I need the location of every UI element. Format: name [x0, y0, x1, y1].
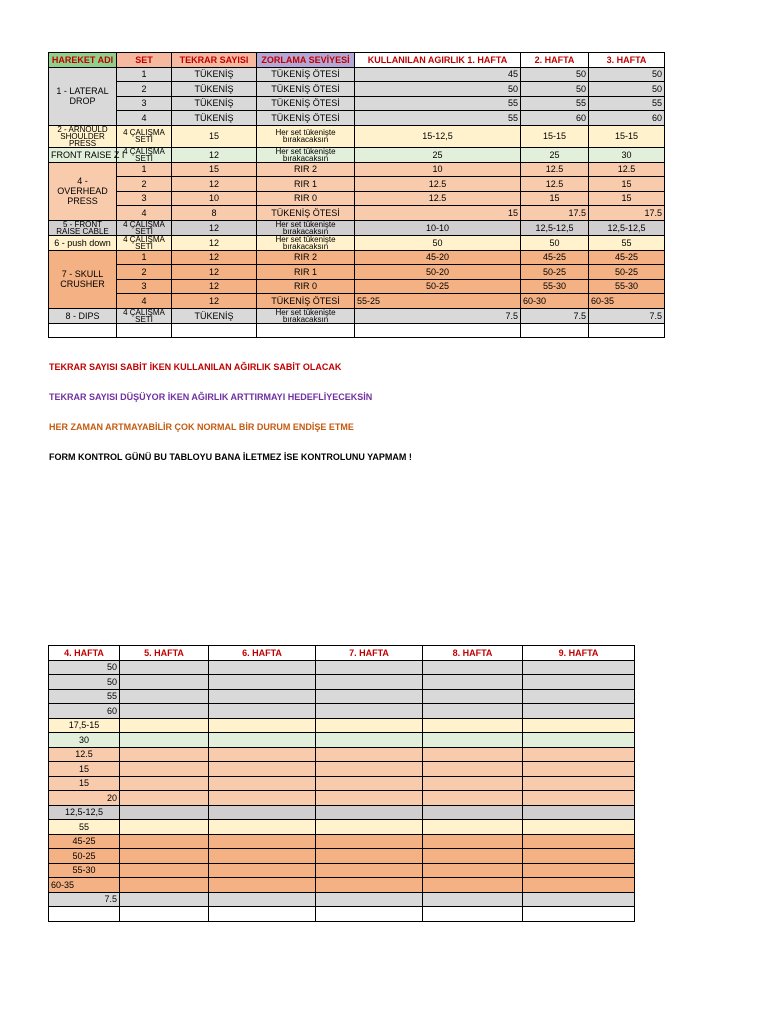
empty-cell	[209, 733, 316, 748]
exercise-name-skull-crusher: 7 - SKULL CRUSHER	[49, 250, 117, 308]
table-row	[49, 265, 665, 280]
week3-cell: 60-35	[589, 294, 665, 309]
note-dont-worry: HER ZAMAN ARTMAYABİLİR ÇOK NORMAL BİR DURUM ENDİŞE ETME	[49, 422, 354, 432]
empty-cell	[209, 718, 316, 733]
col-header-week4: 4. HAFTA	[49, 646, 120, 661]
week1-cell: 45-20	[355, 250, 521, 265]
empty-cell	[521, 323, 589, 338]
empty-cell	[316, 776, 423, 791]
intensity-cell: TÜKENİŞ ÖTESİ	[257, 82, 355, 97]
empty-cell	[120, 776, 209, 791]
empty-cell	[120, 675, 209, 690]
empty-cell	[423, 805, 523, 820]
exercise-name-front-raise-cable: 5 - FRONT RAISE CABLE	[49, 220, 117, 235]
week4-cell: 12,5-12,5	[49, 805, 120, 820]
empty-cell	[523, 849, 635, 864]
table-row	[49, 235, 665, 250]
empty-cell	[209, 820, 316, 835]
empty-cell	[523, 660, 635, 675]
table-row	[49, 294, 665, 309]
reps-cell: TÜKENİŞ	[172, 111, 257, 126]
empty-cell	[423, 747, 523, 762]
empty-cell	[316, 907, 423, 922]
week4-cell: 12.5	[49, 747, 120, 762]
reps-cell: 12	[172, 147, 257, 162]
intensity-cell: RIR 0	[257, 191, 355, 206]
empty-cell	[523, 718, 635, 733]
empty-cell	[209, 660, 316, 675]
empty-cell	[316, 820, 423, 835]
empty-cell	[423, 733, 523, 748]
empty-cell	[523, 892, 635, 907]
table-row	[49, 863, 635, 878]
set-cell: 2	[117, 265, 172, 280]
table-row	[49, 776, 635, 791]
workout-table-weeks-1-3	[48, 52, 665, 338]
intensity-cell: Her set tükenişte bırakacaksın	[257, 308, 355, 323]
week3-cell: 7.5	[589, 308, 665, 323]
week2-cell: 50-25	[521, 265, 589, 280]
table-row	[49, 805, 635, 820]
table-row	[49, 791, 635, 806]
set-cell: 1	[117, 162, 172, 177]
empty-cell	[423, 704, 523, 719]
week2-cell: 50	[521, 82, 589, 97]
intensity-cell: RIR 2	[257, 250, 355, 265]
empty-cell	[117, 323, 172, 338]
table-row	[49, 747, 635, 762]
week1-cell: 45	[355, 67, 521, 82]
empty-cell	[316, 747, 423, 762]
table-row	[49, 820, 635, 835]
empty-cell	[523, 834, 635, 849]
table-row	[49, 675, 635, 690]
week1-cell: 15	[355, 206, 521, 221]
week1-cell: 7.5	[355, 308, 521, 323]
week3-cell: 55	[589, 235, 665, 250]
week1-cell: 55	[355, 96, 521, 111]
empty-cell	[316, 834, 423, 849]
week2-cell: 55-30	[521, 279, 589, 294]
intensity-cell: RIR 0	[257, 279, 355, 294]
week4-cell: 60	[49, 704, 120, 719]
empty-cell	[209, 791, 316, 806]
reps-cell: TÜKENİŞ	[172, 67, 257, 82]
week1-cell: 50	[355, 235, 521, 250]
table-row	[49, 308, 665, 323]
col-header-week6: 6. HAFTA	[209, 646, 316, 661]
intensity-cell: Her set tükenişte bırakacaksın	[257, 147, 355, 162]
week3-cell: 60	[589, 111, 665, 126]
week4-cell: 60-35	[49, 878, 120, 893]
set-cell: 3	[117, 96, 172, 111]
empty-cell	[423, 834, 523, 849]
empty-cell	[209, 892, 316, 907]
reps-cell: 12	[172, 265, 257, 280]
empty-cell	[209, 689, 316, 704]
intensity-cell: TÜKENİŞ ÖTESİ	[257, 294, 355, 309]
exercise-name-lateral-drop: 1 - LATERAL DROP	[49, 67, 117, 125]
reps-cell: 15	[172, 125, 257, 147]
week1-cell: 10-10	[355, 220, 521, 235]
set-cell: 4 ÇALIŞMA SETİ	[117, 308, 172, 323]
empty-cell	[209, 863, 316, 878]
empty-cell	[120, 704, 209, 719]
empty-cell	[120, 791, 209, 806]
set-cell: 4 ÇALIŞMA SETİ	[117, 235, 172, 250]
note-constant-weight: TEKRAR SAYISI SABİT İKEN KULLANILAN AĞIRLIK SABİT OLACAK	[49, 362, 342, 372]
reps-cell: 12	[172, 279, 257, 294]
week2-cell: 12.5	[521, 162, 589, 177]
week1-cell: 50	[355, 82, 521, 97]
week4-cell: 55	[49, 689, 120, 704]
reps-cell: 12	[172, 235, 257, 250]
intensity-cell: Her set tükenişte bırakacaksın	[257, 235, 355, 250]
empty-cell	[523, 805, 635, 820]
empty-cell	[523, 820, 635, 835]
week4-cell: 15	[49, 776, 120, 791]
empty-cell	[120, 660, 209, 675]
week3-cell: 55-30	[589, 279, 665, 294]
week4-cell: 55-30	[49, 863, 120, 878]
empty-cell	[316, 718, 423, 733]
week2-cell: 12,5-12,5	[521, 220, 589, 235]
empty-cell	[209, 878, 316, 893]
table-row	[49, 892, 635, 907]
empty-cell	[423, 863, 523, 878]
empty-cell	[316, 863, 423, 878]
empty-cell	[523, 762, 635, 777]
empty-cell	[120, 834, 209, 849]
week1-cell: 15-12,5	[355, 125, 521, 147]
table-row	[49, 96, 665, 111]
empty-cell	[120, 805, 209, 820]
empty-cell	[423, 762, 523, 777]
intensity-cell: Her set tükenişte bırakacaksın	[257, 125, 355, 147]
empty-cell	[120, 892, 209, 907]
empty-cell	[423, 776, 523, 791]
week3-cell: 12,5-12,5	[589, 220, 665, 235]
empty-cell	[423, 675, 523, 690]
col-header-week9: 9. HAFTA	[523, 646, 635, 661]
empty-cell	[316, 689, 423, 704]
week3-cell: 50	[589, 82, 665, 97]
empty-cell	[49, 323, 117, 338]
table-row	[49, 125, 665, 147]
week3-cell: 12.5	[589, 162, 665, 177]
empty-cell	[120, 689, 209, 704]
week4-cell: 50	[49, 660, 120, 675]
empty-cell	[316, 733, 423, 748]
empty-cell	[523, 675, 635, 690]
exercise-name-overhead-press: 4 - OVERHEAD PRESS	[49, 162, 117, 220]
table-row	[49, 206, 665, 221]
table-row	[49, 718, 635, 733]
week2-cell: 15-15	[521, 125, 589, 147]
table-row	[49, 733, 635, 748]
empty-cell	[120, 718, 209, 733]
week2-cell: 50	[521, 67, 589, 82]
intensity-cell: TÜKENİŞ ÖTESİ	[257, 111, 355, 126]
empty-cell	[316, 675, 423, 690]
empty-cell	[120, 907, 209, 922]
empty-cell	[316, 892, 423, 907]
empty-cell	[523, 704, 635, 719]
table-row	[49, 762, 635, 777]
week3-cell: 45-25	[589, 250, 665, 265]
set-cell: 2	[117, 82, 172, 97]
empty-cell	[172, 323, 257, 338]
intensity-cell: RIR 2	[257, 162, 355, 177]
empty-cell	[120, 849, 209, 864]
week2-cell: 17.5	[521, 206, 589, 221]
empty-cell	[209, 776, 316, 791]
empty-cell	[316, 660, 423, 675]
col-header-week1: KULLANILAN AGIRLIK 1. HAFTA	[355, 53, 521, 68]
set-cell: 4 ÇALIŞMA SETİ	[117, 220, 172, 235]
col-header-week7: 7. HAFTA	[316, 646, 423, 661]
intensity-cell: TÜKENİŞ ÖTESİ	[257, 96, 355, 111]
reps-cell: 10	[172, 191, 257, 206]
week4-cell: 50-25	[49, 849, 120, 864]
week3-cell: 50-25	[589, 265, 665, 280]
week1-cell: 12.5	[355, 177, 521, 192]
col-header-set: SET	[117, 53, 172, 68]
week1-cell: 55-25	[355, 294, 521, 309]
week3-cell: 15	[589, 191, 665, 206]
week2-cell: 60	[521, 111, 589, 126]
empty-cell	[316, 762, 423, 777]
workout-table-weeks-4-9	[48, 645, 635, 922]
empty-cell	[209, 849, 316, 864]
col-header-exercise: HAREKET ADI	[49, 53, 117, 68]
exercise-name-arnould-press: 2 - ARNOULD SHOULDER PRESS	[49, 125, 117, 147]
week2-cell: 12.5	[521, 177, 589, 192]
set-cell: 3	[117, 279, 172, 294]
week1-cell: 10	[355, 162, 521, 177]
empty-cell	[423, 660, 523, 675]
week1-cell: 25	[355, 147, 521, 162]
week2-cell: 25	[521, 147, 589, 162]
week1-cell: 50-20	[355, 265, 521, 280]
set-cell: 4 ÇALIŞMA SETİ	[117, 147, 172, 162]
reps-cell: 12	[172, 177, 257, 192]
empty-cell	[423, 892, 523, 907]
empty-cell	[120, 733, 209, 748]
week2-cell: 7.5	[521, 308, 589, 323]
table-row	[49, 907, 635, 922]
set-cell: 4 ÇALIŞMA SETİ	[117, 125, 172, 147]
table-row	[49, 689, 635, 704]
empty-cell	[423, 849, 523, 864]
week4-cell: 17,5-15	[49, 718, 120, 733]
exercise-name-front-raise-z: FRONT RAISE Z I	[49, 147, 117, 162]
empty-cell	[523, 878, 635, 893]
reps-cell: TÜKENİŞ	[172, 96, 257, 111]
reps-cell: 12	[172, 250, 257, 265]
col-header-week3: 3. HAFTA	[589, 53, 665, 68]
week1-cell: 12.5	[355, 191, 521, 206]
week3-cell: 55	[589, 96, 665, 111]
empty-cell	[423, 791, 523, 806]
empty-cell	[523, 776, 635, 791]
week2-cell: 45-25	[521, 250, 589, 265]
col-header-week2: 2. HAFTA	[521, 53, 589, 68]
week2-cell: 15	[521, 191, 589, 206]
empty-cell	[209, 747, 316, 762]
table-row	[49, 704, 635, 719]
week4-cell	[49, 907, 120, 922]
empty-cell	[523, 907, 635, 922]
col-header-week5: 5. HAFTA	[120, 646, 209, 661]
week2-cell: 50	[521, 235, 589, 250]
empty-cell	[523, 689, 635, 704]
empty-cell	[209, 834, 316, 849]
empty-cell	[120, 762, 209, 777]
empty-cell	[209, 805, 316, 820]
exercise-name-push-down: 6 - push down	[49, 235, 117, 250]
table-row	[49, 250, 665, 265]
empty-cell	[120, 747, 209, 762]
empty-cell	[523, 863, 635, 878]
table1-header-row	[49, 53, 665, 68]
reps-cell: 8	[172, 206, 257, 221]
week3-cell: 50	[589, 67, 665, 82]
week2-cell: 60-30	[521, 294, 589, 309]
empty-cell	[423, 907, 523, 922]
col-header-intensity: ZORLAMA SEVİYESİ	[257, 53, 355, 68]
empty-cell	[523, 733, 635, 748]
week4-cell: 55	[49, 820, 120, 835]
empty-cell	[316, 849, 423, 864]
empty-cell	[209, 762, 316, 777]
empty-cell	[120, 863, 209, 878]
exercise-name-dips: 8 - DIPS	[49, 308, 117, 323]
week4-cell: 7.5	[49, 892, 120, 907]
intensity-cell: Her set tükenişte bırakacaksın	[257, 220, 355, 235]
empty-cell	[523, 791, 635, 806]
reps-cell: TÜKENİŞ	[172, 82, 257, 97]
table-row	[49, 849, 635, 864]
table-row	[49, 834, 635, 849]
week4-cell: 15	[49, 762, 120, 777]
empty-cell	[316, 805, 423, 820]
reps-cell: TÜKENİŞ	[172, 308, 257, 323]
table-row	[49, 177, 665, 192]
note-form-check: FORM KONTROL GÜNÜ BU TABLOYU BANA İLETMEZ İSE KONTROLUNU YAPMAM !	[49, 452, 412, 462]
table-row	[49, 191, 665, 206]
reps-cell: 12	[172, 294, 257, 309]
set-cell: 1	[117, 250, 172, 265]
set-cell: 4	[117, 294, 172, 309]
intensity-cell: TÜKENİŞ ÖTESİ	[257, 206, 355, 221]
intensity-cell: TÜKENİŞ ÖTESİ	[257, 67, 355, 82]
table-row	[49, 111, 665, 126]
week4-cell: 20	[49, 791, 120, 806]
empty-cell	[120, 820, 209, 835]
week4-cell: 30	[49, 733, 120, 748]
set-cell: 3	[117, 191, 172, 206]
table-row-empty	[49, 323, 665, 338]
empty-cell	[355, 323, 521, 338]
empty-cell	[523, 747, 635, 762]
empty-cell	[316, 878, 423, 893]
empty-cell	[423, 718, 523, 733]
set-cell: 1	[117, 67, 172, 82]
empty-cell	[589, 323, 665, 338]
week4-cell: 45-25	[49, 834, 120, 849]
set-cell: 4	[117, 206, 172, 221]
empty-cell	[423, 689, 523, 704]
empty-cell	[209, 704, 316, 719]
empty-cell	[423, 820, 523, 835]
table-row	[49, 878, 635, 893]
empty-cell	[316, 704, 423, 719]
intensity-cell: RIR 1	[257, 177, 355, 192]
week4-cell: 50	[49, 675, 120, 690]
table-row	[49, 660, 635, 675]
table-row	[49, 279, 665, 294]
empty-cell	[257, 323, 355, 338]
empty-cell	[316, 791, 423, 806]
empty-cell	[120, 878, 209, 893]
table-row	[49, 147, 665, 162]
week1-cell: 50-25	[355, 279, 521, 294]
reps-cell: 12	[172, 220, 257, 235]
table-row	[49, 67, 665, 82]
reps-cell: 15	[172, 162, 257, 177]
set-cell: 2	[117, 177, 172, 192]
week3-cell: 15-15	[589, 125, 665, 147]
col-header-week8: 8. HAFTA	[423, 646, 523, 661]
week3-cell: 30	[589, 147, 665, 162]
empty-cell	[209, 675, 316, 690]
week3-cell: 17.5	[589, 206, 665, 221]
week3-cell: 15	[589, 177, 665, 192]
week1-cell: 55	[355, 111, 521, 126]
table-row	[49, 162, 665, 177]
table-row	[49, 220, 665, 235]
empty-cell	[423, 878, 523, 893]
intensity-cell: RIR 1	[257, 265, 355, 280]
col-header-reps: TEKRAR SAYISI	[172, 53, 257, 68]
empty-cell	[209, 907, 316, 922]
table2-header-row	[49, 646, 635, 661]
note-increase-weight: TEKRAR SAYISI DÜŞÜYOR İKEN AĞIRLIK ARTTIRMAYI HEDEFLİYECEKSİN	[49, 392, 373, 402]
week2-cell: 55	[521, 96, 589, 111]
table-row	[49, 82, 665, 97]
set-cell: 4	[117, 111, 172, 126]
